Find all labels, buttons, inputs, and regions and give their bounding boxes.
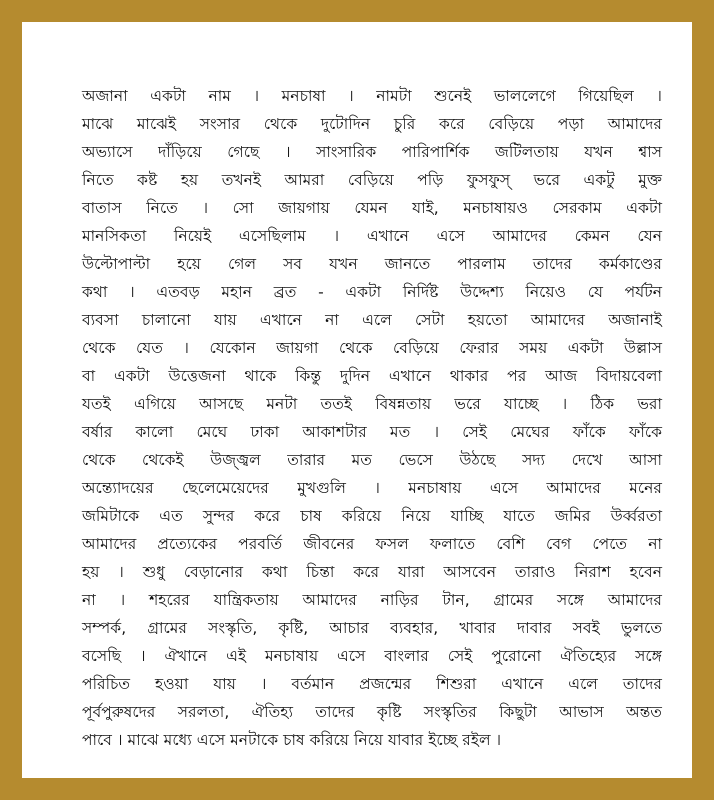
text-line: আমাদের প্রত্যেকের পরবর্তি জীবনের ফসল ফলাতে বেশি বেগ পেতে না bbox=[82, 535, 662, 553]
text-line: জমিটাকে এত সুন্দর করে চাষ করিয়ে নিয়ে যাচ্ছি যাতে জমির উর্ব্বরতা bbox=[82, 507, 662, 525]
text-line: বসেছি । ঐখানে এই মনচাষায় এসে বাংলার সেই পুরোনো ঐতিহ্যের সঙ্গে bbox=[82, 647, 662, 665]
text-line: সম্পর্ক, গ্রামের সংস্কৃতি, কৃষ্টি, আচার ব্যবহার, খাবার দাবার সবই ভুলতে bbox=[82, 619, 662, 637]
text-line: অজানা একটা নাম । মনচাষা । নামটা শুনেই ভাললেগে গিয়েছিল । bbox=[82, 87, 662, 105]
text-line: না । শহরের যান্ত্রিকতায় আমাদের নাড়ির টান, গ্রামের সঙ্গে আমাদের bbox=[82, 591, 662, 609]
text-line: বাতাস নিতে । সো জায়গায় যেমন যাই, মনচাষায়ও সেরকাম একটা bbox=[82, 199, 662, 217]
text-line: মাঝে মাঝেই সংসার থেকে দুটোদিন চুরি করে বেড়িয়ে পড়া আমাদের bbox=[82, 115, 662, 133]
text-line: পাবে । মাঝে মধ্যে এসে মনটাকে চাষ করিয়ে নিয়ে যাবার ইচ্ছে রইল । bbox=[82, 731, 502, 749]
text-line: হয় । শুধু বেড়ানোর কথা চিন্তা করে যারা আসবেন তারাও নিরাশ হবেন bbox=[82, 563, 662, 581]
text-line: বা একটা উত্তেজনা থাকে কিন্তু দুদিন এখানে থাকার পর আজ বিদায়বেলা bbox=[82, 367, 662, 385]
text-line: পূর্বপুরুষদের সরলতা, ঐতিহ্য তাদের কৃষ্টি সংস্কৃতির কিছুটা আভাস অন্তত bbox=[82, 703, 662, 721]
text-line: মানসিকতা নিয়েই এসেছিলাম । এখানে এসে আমাদের কেমন যেন bbox=[82, 227, 662, 245]
text-line: পরিচিত হওয়া যায় । বর্তমান প্রজন্মের শিশুরা এখানে এলে তাদের bbox=[82, 675, 662, 693]
text-line: থেকে থেকেই উজ্জ্বল তারার মত ভেসে উঠছে সদ্য দেখে আসা bbox=[82, 451, 662, 469]
text-line: অন্ত্যোদয়ের ছেলেমেয়েদের মুখগুলি । মনচাষায় এসে আমাদের মনের bbox=[82, 479, 662, 497]
text-line: অভ্যাসে দাঁড়িয়ে গেছে । সাংসারিক পারিপার্শিক জটিলতায় যখন শ্বাস bbox=[82, 143, 662, 161]
text-line: যতই এগিয়ে আসছে মনটা ততই বিষন্নতায় ভরে যাচ্ছে । ঠিক ভরা bbox=[82, 395, 662, 413]
text-line: ব্যবসা চালানো যায় এখানে না এলে সেটা হয়তো আমাদের অজানাই bbox=[82, 311, 662, 329]
text-line: কথা । এতবড় মহান ব্রত - একটা নির্দিষ্ট উদ্দেশ্য নিয়েও যে পর্যটন bbox=[82, 283, 662, 301]
text-line: বর্ষার কালো মেঘে ঢাকা আকাশটার মত । সেই মেঘের ফাঁকে ফাঁকে bbox=[82, 423, 662, 441]
text-line: থেকে যেত । যেকোন জায়গা থেকে বেড়িয়ে ফেরার সময় একটা উল্লাস bbox=[82, 339, 662, 357]
text-line: উল্টোপাল্টা হয়ে গেল সব যখন জানতে পারলাম তাদের কর্মকাণ্ডের bbox=[82, 255, 662, 273]
page-frame bbox=[22, 22, 692, 778]
text-line: নিতে কষ্ট হয় তখনই আমরা বেড়িয়ে পড়ি ফুসফুস্ ভরে একটু মুক্ত bbox=[82, 171, 662, 189]
body-text bbox=[82, 82, 662, 754]
